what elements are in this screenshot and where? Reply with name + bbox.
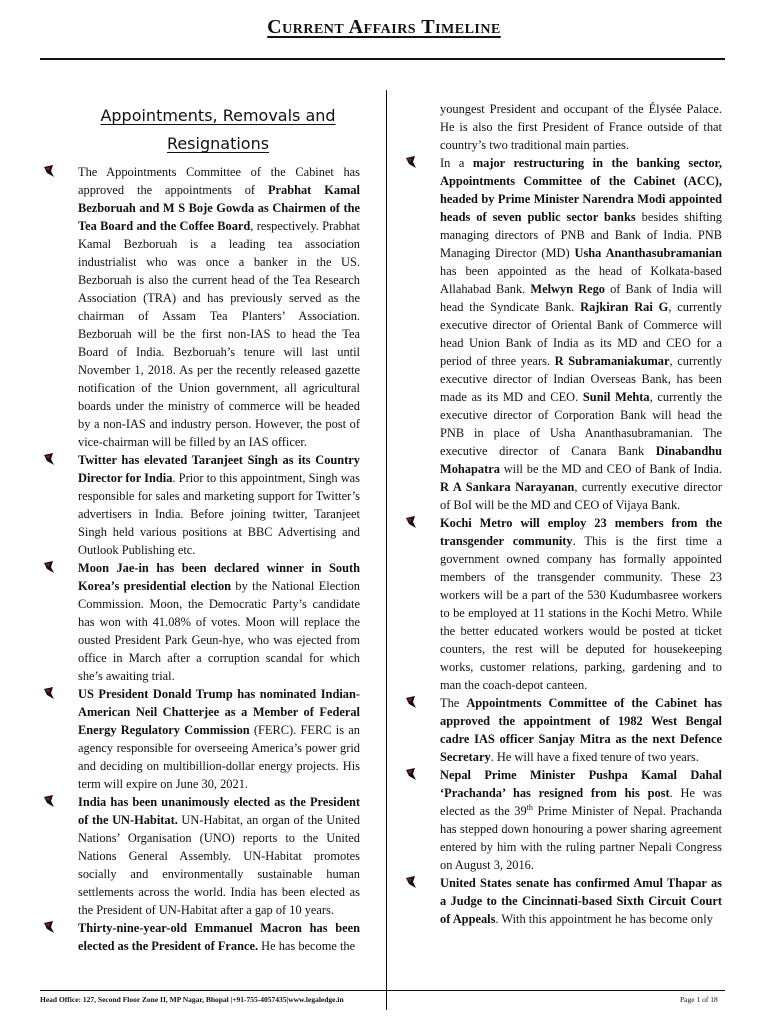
continued-text: youngest President and occupant of the Élysée Palace. He is also the first President of France outside of that country’s two traditional main parties. bbox=[440, 102, 722, 152]
right-column bbox=[440, 100, 722, 928]
news-item: The Appointments Committee of the Cabinet has approved the appointment of 1982 West Bengal cadre IAS officer Sanjay Mitra as the next Defence Secretary. He will have a fixed tenure of two years. bbox=[440, 694, 722, 766]
section-title: Appointments, Removals and Resignations bbox=[100, 106, 336, 153]
news-item: Nepal Prime Minister Pushpa Kamal Dahal ‘Prachanda’ has resigned from his post. He was elected as the 39th Prime Minister of Nepal. Prachanda has stepped down honouring a power sharing agreement entered by him with the ruling partner Nepali Congress on August 3, 2016. bbox=[440, 766, 722, 874]
news-item: The Appointments Committee of the Cabinet has approved the appointments of Prabhat Kamal Bezboruah and M S Boje Gowda as Chairmen of the Tea Board and the Coffee Board, respectively. Prabhat Kamal Bezboruah is a leading tea association industrialist who was once a banker in the US. Bezboruah is also the current head of the Tea Research Association (TRA) and has previously served as the chairman of Assam Tea Planters’ Association. Bezboruah will be the first non-IAS to head the Tea Board of India. Bezboruah’s tenure will last until November 1, 2018. As per the recently released gazette notification of the Union government, all agricultural boards under the ministry of commerce will be headed by a non-IAS and industry person. However, the post of vice-chairman will be filled by an IAS officer. bbox=[78, 163, 360, 451]
footer-address: Head Office: 127, Second Floor Zone II, MP Nagar, Bhopal |+91-755-4057435|www.legaledge.in bbox=[40, 995, 344, 1004]
bullet-icon bbox=[404, 155, 418, 169]
news-item: US President Donald Trump has nominated Indian-American Neil Chatterjee as a Member of Federal Energy Regulatory Commission (FERC). FERC is an agency responsible for overseeing America’s power grid and deciding on multibillion-dollar energy projects. His term will expire on June 30, 2021. bbox=[78, 685, 360, 793]
news-item: United States senate has confirmed Amul Thapar as a Judge to the Cincinnati-based Sixth Circuit Court of Appeals. With this appointment he has become only bbox=[440, 874, 722, 928]
news-item: Moon Jae-in has been declared winner in South Korea’s presidential election by the National Election Commission. Moon, the Democratic Party’s candidate has won with 41.08% of votes. Moon will replace the ousted President Park Geun-hye, who was ejected from office in March after a corruption scandal for which she’s awaiting trial. bbox=[78, 559, 360, 685]
page-number: Page 1 of 18 bbox=[680, 995, 718, 1004]
bullet-icon bbox=[42, 686, 56, 700]
bullet-icon bbox=[404, 767, 418, 781]
bullet-icon bbox=[42, 920, 56, 934]
left-column bbox=[78, 102, 360, 955]
news-item: In a major restructuring in the banking sector, Appointments Committee of the Cabinet (ACC), headed by Prime Minister Narendra Modi appointed heads of seven public sector banks besides shifting managing directors of PNB and Bank of India. PNB Managing Director (MD) Usha Ananthasubramanian has been appointed as the head of Kolkata-based Allahabad Bank. Melwyn Rego of Bank of India will head the Syndicate Bank. Rajkiran Rai G, currently executive director of Oriental Bank of Commerce will head Union Bank of India as its MD and CEO for a period of three years. R Subramaniakumar, currently executive director of Indian Overseas Bank, has been made as its MD and CEO. Sunil Mehta, currently the executive director of Corporation Bank will head the PNB in place of Usha Ananthasubramanian. The executive director of Canara Bank Dinabandhu Mohapatra will be the MD and CEO of Bank of India. R A Sankara Narayanan, currently executive director of BoI will be the MD and CEO of Vijaya Bank. bbox=[440, 154, 722, 514]
bullet-icon bbox=[404, 875, 418, 889]
footer-divider bbox=[40, 990, 725, 991]
bullet-icon bbox=[404, 515, 418, 529]
news-item: Twitter has elevated Taranjeet Singh as its Country Director for India. Prior to this appointment, Singh was responsible for sales and marketing support for Twitter’s advertisers in India. Before joining twitter, Taranjeet Singh held various positions at BBC Advertising and Outlook Publishing etc. bbox=[78, 451, 360, 559]
bullet-icon bbox=[42, 452, 56, 466]
bullet-icon bbox=[42, 164, 56, 178]
news-item: Thirty-nine-year-old Emmanuel Macron has been elected as the President of France. He has become the bbox=[78, 919, 360, 955]
column-divider bbox=[386, 90, 387, 1010]
bullet-icon bbox=[42, 794, 56, 808]
bullet-icon bbox=[42, 560, 56, 574]
news-item: India has been unanimously elected as the President of the UN-Habitat. UN-Habitat, an organ of the United Nations’ Organisation (UNO) reports to the United Nations General Assembly. UN-Habitat promotes socially and environmentally sustainable human settlements across the world. India has been elected as the President of UN-Habitat after a gap of 10 years. bbox=[78, 793, 360, 919]
news-item: Kochi Metro will employ 23 members from the transgender community. This is the first time a government owned company has formally appointed members of the transgender community. These 23 workers will be a part of the 530 Kudumbasree workers to be employed at 11 stations in the Kochi Metro. While the better educated workers would be posted at ticket counters, the rest will be deputed for housekeeping works, customer relations, parking, gardening and to man the coach-depot canteen. bbox=[440, 514, 722, 694]
header-divider bbox=[40, 58, 725, 60]
page-header-title: Current Affairs Timeline bbox=[267, 16, 501, 38]
bullet-icon bbox=[404, 695, 418, 709]
